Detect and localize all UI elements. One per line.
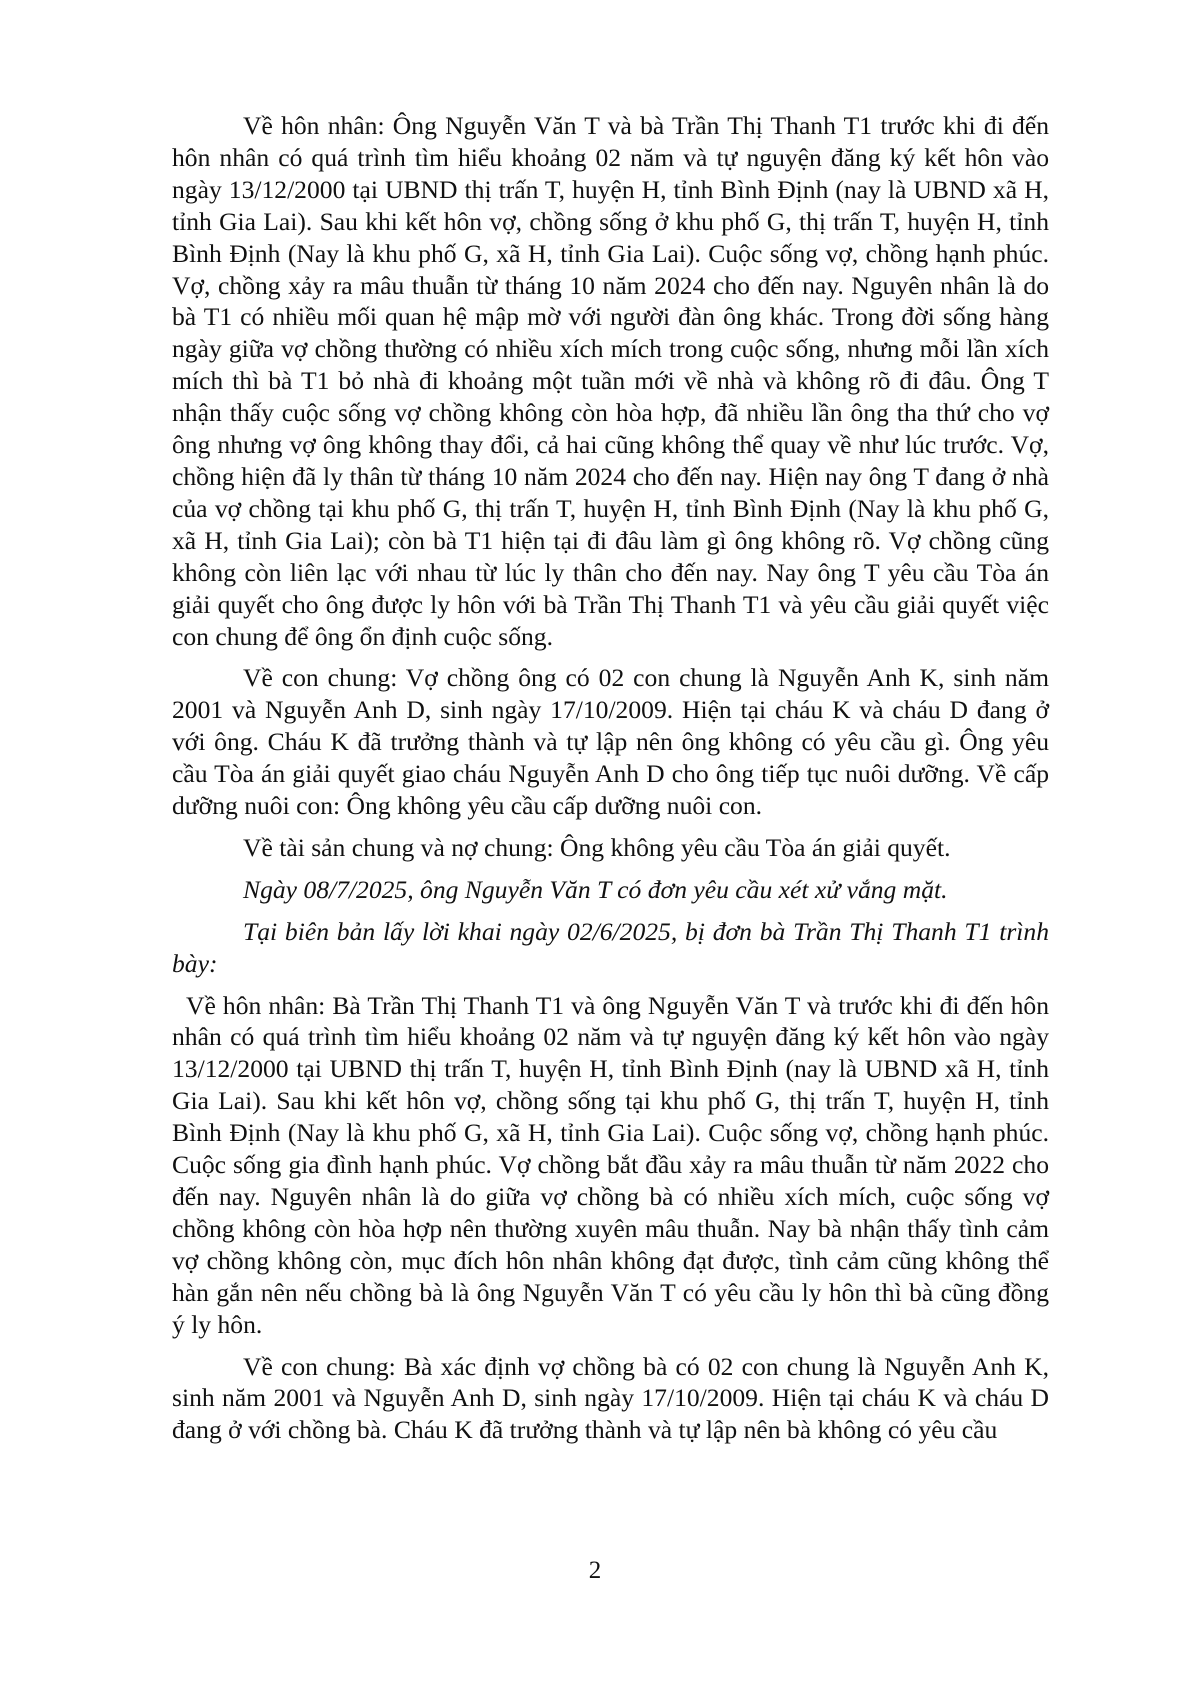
paragraph-marriage-defendant: Về hôn nhân: Bà Trần Thị Thanh T1 và ông Nguyễn Văn T và trước khi đi đến hôn nhân có quá trình tìm hiểu khoảng 02 năm và tự nguyện đăng ký kết hôn vào ngày 13/12/2000 tại UBND thị trấn T, huyện H, tỉnh Bình Định (nay là UBND xã H, tỉnh Gia Lai). Sau khi kết hôn vợ, chồng sống tại khu phố G, thị trấn T, huyện H, tỉnh Bình Định (Nay là khu phố G, xã H, tỉnh Gia Lai). Cuộc sống vợ, chồng hạnh phúc. Cuộc sống gia đình hạnh phúc. Vợ chồng bắt đầu xảy ra mâu thuẫn từ năm 2022 cho đến nay. Nguyên nhân là do giữa vợ chồng bà có nhiều xích mích, cuộc sống vợ chồng không còn hòa hợp nên thường xuyên mâu thuẫn. Nay bà nhận thấy tình cảm vợ chồng không còn, mục đích hôn nhân không đạt được, tình cảm cũng không thể hàn gắn nên nếu chồng bà là ông Nguyễn Văn T có yêu cầu ly hôn thì bà cũng đồng ý ly hôn. (172, 990, 1049, 1339)
paragraph-defendant-statement-heading: Tại biên bản lấy lời khai ngày 02/6/2025, bị đơn bà Trần Thị Thanh T1 trình bày: (172, 916, 1049, 978)
paragraph-children-defendant: Về con chung: Bà xác định vợ chồng bà có 02 con chung là Nguyễn Anh K, sinh năm 2001 và Nguyễn Anh D, sinh ngày 17/10/2009. Hiện tại cháu K và cháu D đang ở với chồng bà. Cháu K đã trưởng thành và tự lập nên bà không có yêu cầu (172, 1351, 1049, 1445)
paragraph-marriage-plaintiff: Về hôn nhân: Ông Nguyễn Văn T và bà Trần Thị Thanh T1 trước khi đi đến hôn nhân có quá trình tìm hiểu khoảng 02 năm và tự nguyện đăng ký kết hôn vào ngày 13/12/2000 tại UBND thị trấn T, huyện H, tỉnh Bình Định (nay là UBND xã H, tỉnh Gia Lai). Sau khi kết hôn vợ, chồng sống ở khu phố G, thị trấn T, huyện H, tỉnh Bình Định (Nay là khu phố G, xã H, tỉnh Gia Lai). Cuộc sống vợ, chồng hạnh phúc. Vợ, chồng xảy ra mâu thuẫn từ tháng 10 năm 2024 cho đến nay. Nguyên nhân là do bà T1 có nhiều mối quan hệ mập mờ với người đàn ông khác. Trong đời sống hàng ngày giữa vợ chồng thường có nhiều xích mích trong cuộc sống, nhưng mỗi lần xích mích thì bà T1 bỏ nhà đi khoảng một tuần mới về nhà và không rõ đi đâu. Ông T nhận thấy cuộc sống vợ chồng không còn hòa hợp, đã nhiều lần ông tha thứ cho vợ ông nhưng vợ ông không thay đổi, cả hai cũng không thể quay về như lúc trước. Vợ, chồng hiện đã ly thân từ tháng 10 năm 2024 cho đến nay. Hiện nay ông T đang ở nhà của vợ chồng tại khu phố G, thị trấn T, huyện H, tỉnh Bình Định (Nay là khu phố G, xã H, tỉnh Gia Lai); còn bà T1 hiện tại đi đâu làm gì ông không rõ. Vợ chồng cũng không còn liên lạc với nhau từ lúc ly thân cho đến nay. Nay ông T yêu cầu Tòa án giải quyết cho ông được ly hôn với bà Trần Thị Thanh T1 và yêu cầu giải quyết việc con chung để ông ổn định cuộc sống. (172, 111, 1049, 651)
paragraph-children-plaintiff: Về con chung: Vợ chồng ông có 02 con chung là Nguyễn Anh K, sinh năm 2001 và Nguyễn Anh D, sinh ngày 17/10/2009. Hiện tại cháu K và cháu D đang ở với ông. Cháu K đã trưởng thành và tự lập nên ông không có yêu cầu gì. Ông yêu cầu Tòa án giải quyết giao cháu Nguyễn Anh D cho ông tiếp tục nuôi dưỡng. Về cấp dưỡng nuôi con: Ông không yêu cầu cấp dưỡng nuôi con. (172, 663, 1049, 821)
page-number: 2 (588, 1557, 602, 1584)
document-page (172, 110, 1049, 1446)
paragraph-absence-request: Ngày 08/7/2025, ông Nguyễn Văn T có đơn yêu cầu xét xử vắng mặt. (243, 874, 948, 904)
paragraph-assets-plaintiff: Về tài sản chung và nợ chung: Ông không yêu cầu Tòa án giải quyết. (243, 832, 951, 862)
